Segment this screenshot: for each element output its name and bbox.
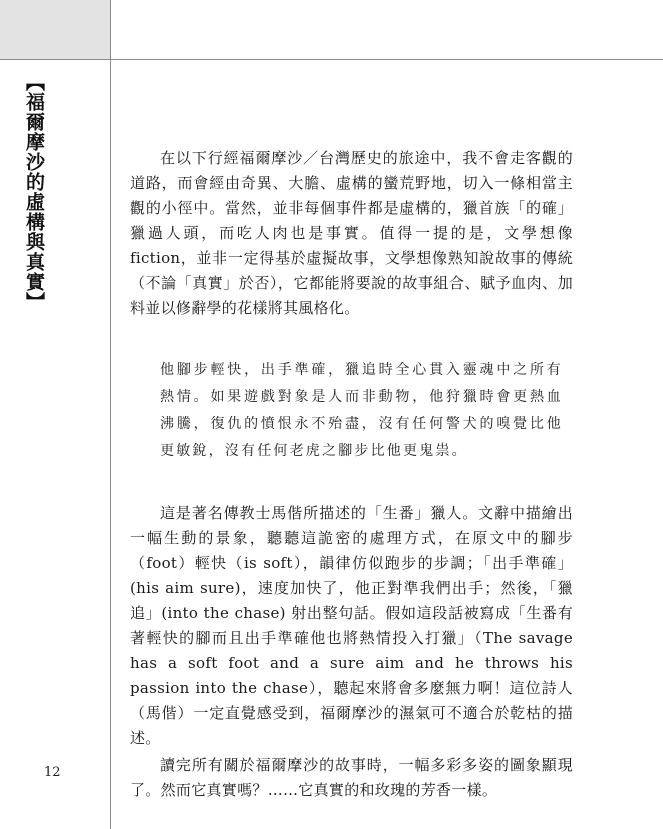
paragraph-intro: 在以下行經福爾摩沙／台灣歷史的旅途中，我不會走客觀的道路，而會經由奇異、大膽、虛構的蠻荒野地，切入一條相當主觀的小徑中。當然，並非每個事件都是虛構的，獵首族「的確」獵過人頭，而吃人肉也是事實。值得一提的是，文學想像 fiction，並非一定得基於虛擬故事，文學想像熟知說故事的傳統（不論「真實」於否），它都能將要說的故事組合、賦予血肉、加料並以修辭學的花樣將其風格化。 (130, 149, 573, 317)
chapter-side-title: 【福爾摩沙的虛構與真實】 (23, 72, 45, 312)
paragraph-analysis: 這是著名傳教士馬偕所描述的「生番」獵人。文辭中描繪出一幅生動的景象，聽聽這詭密的處理方式，在原文中的腳步（foot）輕快（is soft），韻律仿似跑步的步調；「出手準確」(his aim sure)，速度加快了，他正對準我們出手；然後，「獵追」(into the chase) 射出整句話。假如這段話被寫成「生番有著輕快的腳而且出手準確他也將熱情投入打獵」（The savage has a soft foot and a sure aim and he throws his passion into the chase），聽起來將會多麼無力啊！這位詩人（馬偕）一定直覺感受到，福爾摩沙的濕氣可不適合於乾枯的描述。 (130, 504, 573, 747)
margin-divider (110, 0, 111, 829)
header-corner-block (0, 0, 110, 60)
paragraph-conclusion: 讀完所有關於福爾摩沙的故事時，一幅多彩多姿的圖象顯現了。然而它真實嗎？……它真實的和玫瑰的芳香一樣。 (130, 756, 573, 799)
header-divider (0, 59, 663, 60)
block-quote: 他腳步輕快，出手準確，獵追時全心貫入靈魂中之所有熱情。如果遊戲對象是人而非動物，他狩獵時會更熱血沸騰，復仇的憤恨永不殆盡，沒有任何警犬的嗅覺比他更敏銳，沒有任何老虎之腳步比他更鬼祟。 (160, 362, 563, 459)
page-number: 12 (44, 765, 61, 780)
page-body (130, 146, 573, 803)
